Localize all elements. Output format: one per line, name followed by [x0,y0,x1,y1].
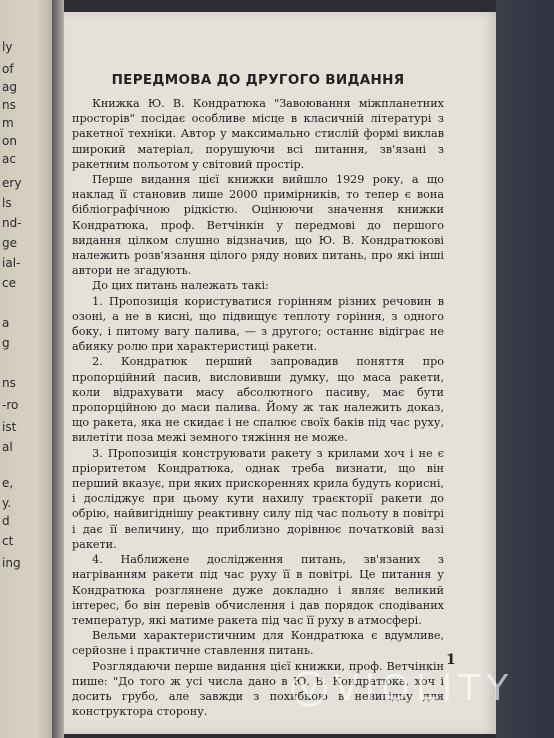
page-content [72,72,444,719]
book-gutter [52,0,64,738]
left-page-fragment: ct [2,534,14,548]
violity-logo-icon [290,670,328,708]
paragraph: Вельми характеристичним для Кондратюка є вдумливе, серйозне і практичне ставлення питань. [72,629,444,658]
left-page-edge [0,0,52,738]
left-page-fragment: ly [2,40,13,54]
left-page-fragment: of [2,62,14,76]
left-page-fragment: ag [2,80,17,94]
paragraph: До цих питань належать такі: [92,279,269,293]
paragraph: Книжка Ю. В. Кондратюка "Завоювання міжпланетних просторів" посідає особливе місце в класичній літературі з ракетної техніки. Автор у максимально стислій формі виклав широкий матеріал, порушуючи всі питання, зв'язані з ракетним польотом у світовий простір. [72,97,444,171]
paragraph: Перше видання цієї книжки вийшло 1929 року, а що наклад її становив лише 2000 примірників, то тепер є вона бібліографічною рідкістю. Оцінюючи значення книжки Кондратюка, проф. Ветчінкін у передмові до першого видання цілком слушно відзначив, що Ю. В. Кондратюкові належить розв'язання цілого ряду нових питань, про які інші автори не згадують. [72,173,444,278]
left-page-fragment: ial- [2,256,21,270]
left-page-fragment: ac [2,152,16,166]
paragraph: 2. Кондратюк перший запровадив поняття про пропорційний пасив, висловивши думку, що маса ракети, коли відрахувати масу абсолютного пасиву, має бути пропорційною до маси палива. Йому ж так належить доказ, що ракета, яка не скидає і не спалює своїх баків під час руху, вилетіти поза межі земного тяжіння не може. [72,355,444,445]
left-page-fragment: ist [2,420,17,434]
left-page-fragment: ns [2,98,16,112]
paragraph: 1. Пропозиція користуватися горінням різних речовин в озоні, а не в кисні, що підвищує теплоту горіння, з одного боку, і питому вагу палива, — з другого; останнє відіграє не абияку ролю при характеристиці ракети. [72,294,444,354]
page-number: 1 [446,652,456,668]
left-page-fragment: ls [2,196,12,210]
left-page-fragment: g [2,336,10,350]
paragraph: Розглядаючи перше видання цієї книжки, проф. Ветчінкін пише: "До того ж усі числа дано в Ю. В. Кондратюка, хоч і досить грубо, але завжди з похибкою в невигідну для конструктора сторону. [72,659,444,719]
left-page-fragment: ce [2,276,16,290]
left-page-fragment: ing [2,556,21,570]
left-page-fragment: ns [2,376,16,390]
paragraph: 4. Наближене дослідження питань, зв'язаних з нагріванням ракети під час руху її в повітрі. Це питання у Кондратюка розглянене дуже докладно і являє великий інтерес, бо він перевів обчислення і дав порядок сподіваних температур, які матиме ракета під час її руху в атмосфері. [72,553,444,627]
left-page-fragment: al [2,440,13,454]
background-right [496,0,554,738]
left-page-fragment: e, [2,476,14,490]
watermark-text: VIOLITY [334,668,515,709]
left-page-fragment: ge [2,236,17,250]
left-page-fragment: a [2,316,10,330]
left-page-fragment: on [2,134,17,148]
watermark [290,668,514,709]
page-title: ПЕРЕДМОВА ДО ДРУГОГО ВИДАННЯ [111,72,405,88]
left-page-fragment: nd- [2,216,22,230]
left-page-fragment: ery [2,176,22,190]
left-page-fragment: m [2,116,14,130]
left-page-fragment: d [2,514,10,528]
left-page-fragment: -ro [2,398,19,412]
paragraph: 3. Пропозиція конструювати ракету з крилами хоч і не є пріоритетом Кондратюка, однак треба визнати, що він перший вказує, при яких прискореннях крила будуть корисні, і досліджує при цьому кути нахилу траєкторії ракети до обрію, найвигіднішу реактивну силу під час польоту в повітрі і дає її величину, що приблизно дорівнює початковій вазі ракети. [72,446,444,551]
left-page-fragment: y. [2,496,12,510]
